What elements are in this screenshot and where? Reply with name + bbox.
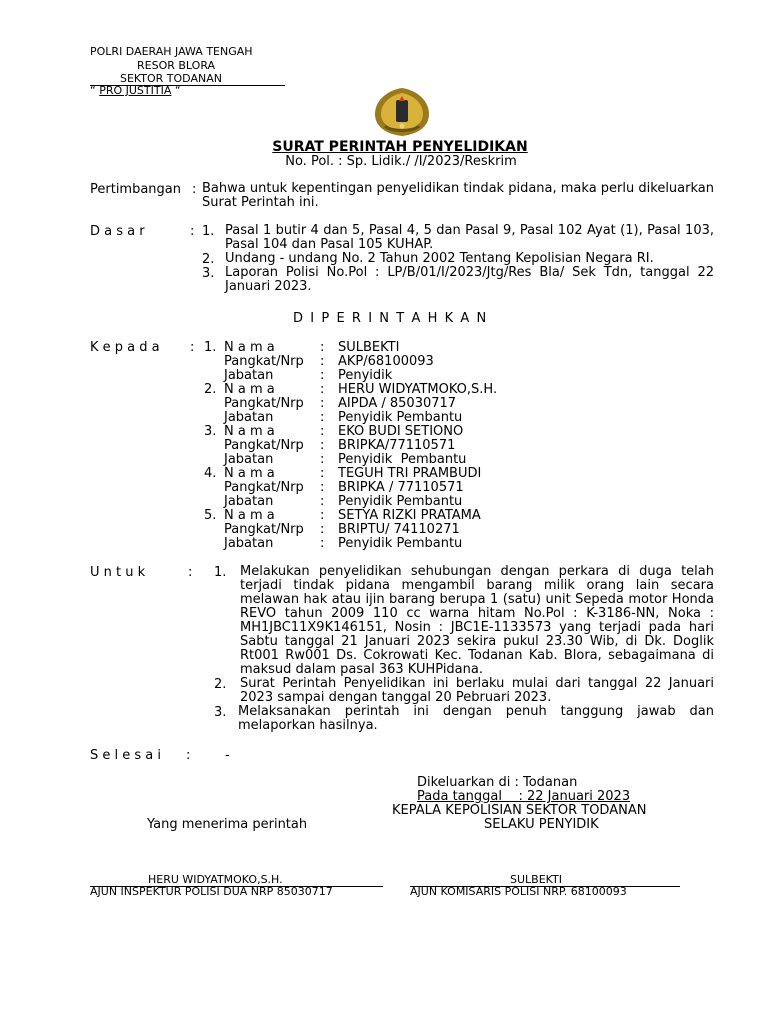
person-5-jabatan-label: Jabatan bbox=[224, 536, 274, 551]
person-3-jabatan-label: Jabatan bbox=[224, 452, 274, 467]
signature-right-name: SULBEKTI bbox=[510, 873, 562, 886]
issued-at: Dikeluarkan di : Todanan bbox=[417, 775, 578, 790]
dasar-item-3-text: Laporan Polisi No.Pol : LP/B/01/I/2023/Jtg/Res Bla/ Sek Tdn, tanggal 22 Januari 2023. bbox=[225, 265, 714, 294]
person-1-nama: SULBEKTI bbox=[338, 340, 400, 355]
signature-right-rank: AJUN KOMISARIS POLISI NRP. 68100093 bbox=[410, 885, 627, 898]
person-5-nama-label: N a m a bbox=[224, 508, 275, 523]
person-4-jabatan-colon: : bbox=[320, 494, 325, 509]
untuk-item-2-num: 2. bbox=[214, 677, 227, 692]
person-4-jabatan: Penyidik Pembantu bbox=[338, 494, 463, 509]
person-1-jabatan-label: Jabatan bbox=[224, 368, 274, 383]
person-2-nama-label: N a m a bbox=[224, 382, 275, 397]
person-1-jabatan-colon: : bbox=[320, 368, 325, 383]
person-3-pangkat-label: Pangkat/Nrp bbox=[224, 438, 304, 453]
untuk-colon: : bbox=[188, 565, 193, 580]
diperintahkan-heading: D I P E R I N T A H K A N bbox=[293, 311, 488, 326]
person-3-nama: EKO BUDI SETIONO bbox=[338, 424, 464, 439]
person-4-pangkat: BRIPKA / 77110571 bbox=[338, 480, 464, 495]
selesai-value: - bbox=[225, 748, 230, 763]
issuing-office: KEPALA KEPOLISIAN SEKTOR TODANAN bbox=[392, 803, 647, 818]
untuk-label: U n t u k bbox=[90, 565, 146, 580]
person-5-num: 5. bbox=[204, 508, 217, 523]
kepada-colon: : bbox=[190, 340, 195, 355]
person-2-jabatan-colon: : bbox=[320, 410, 325, 425]
pro-justitia: “ PRO JUSTITIA “ bbox=[90, 84, 181, 97]
issuer-role: SELAKU PENYIDIK bbox=[484, 817, 599, 832]
dasar-colon: : bbox=[190, 224, 195, 239]
dasar-item-3-num: 3. bbox=[202, 266, 215, 281]
pertimbangan-colon: : bbox=[192, 182, 197, 197]
person-3-jabatan-colon: : bbox=[320, 452, 325, 467]
person-2-jabatan: Penyidik Pembantu bbox=[338, 410, 463, 425]
person-2-nama-colon: : bbox=[320, 382, 325, 397]
person-4-pangkat-label: Pangkat/Nrp bbox=[224, 480, 304, 495]
person-4-nama-label: N a m a bbox=[224, 466, 275, 481]
pertimbangan-label: Pertimbangan bbox=[90, 182, 182, 197]
person-2-pangkat-colon: : bbox=[320, 396, 325, 411]
person-2-nama: HERU WIDYATMOKO,S.H. bbox=[338, 382, 498, 397]
untuk-item-3-text: Melaksanakan perintah ini dengan penuh tanggung jawab dan melaporkan hasilnya. bbox=[238, 704, 714, 733]
person-3-num: 3. bbox=[204, 424, 217, 439]
header-line-2: RESOR BLORA bbox=[137, 59, 216, 72]
person-2-num: 2. bbox=[204, 382, 217, 397]
person-2-jabatan-label: Jabatan bbox=[224, 410, 274, 425]
person-1-pangkat: AKP/68100093 bbox=[338, 354, 434, 369]
header-line-3: SEKTOR TODANAN bbox=[120, 72, 222, 85]
person-3-nama-label: N a m a bbox=[224, 424, 275, 439]
person-5-nama-colon: : bbox=[320, 508, 325, 523]
person-3-pangkat-colon: : bbox=[320, 438, 325, 453]
dasar-item-1-num: 1. bbox=[202, 224, 215, 239]
person-1-num: 1. bbox=[204, 340, 217, 355]
untuk-item-2-text: Surat Perintah Penyelidikan ini berlaku mulai dari tanggal 22 Januari 2023 sampai dengan tanggal 20 Pebruari 2023. bbox=[240, 676, 714, 705]
kepada-label: K e p a d a bbox=[90, 340, 160, 355]
person-4-num: 4. bbox=[204, 466, 217, 481]
person-5-pangkat-colon: : bbox=[320, 522, 325, 537]
person-2-pangkat-label: Pangkat/Nrp bbox=[224, 396, 304, 411]
untuk-item-3-num: 3. bbox=[214, 705, 227, 720]
document-title: SURAT PERINTAH PENYELIDIKAN bbox=[272, 139, 528, 155]
signature-left-name: HERU WIDYATMOKO,S.H. bbox=[148, 873, 283, 886]
dasar-item-2-text: Undang - undang No. 2 Tahun 2002 Tentang Kepolisian Negara RI. bbox=[225, 251, 654, 266]
person-4-pangkat-colon: : bbox=[320, 480, 325, 495]
person-3-pangkat: BRIPKA/77110571 bbox=[338, 438, 456, 453]
person-1-pangkat-label: Pangkat/Nrp bbox=[224, 354, 304, 369]
person-1-jabatan: Penyidik bbox=[338, 368, 393, 383]
dasar-item-2-num: 2. bbox=[202, 252, 215, 267]
person-5-pangkat: BRIPTU/ 74110271 bbox=[338, 522, 460, 537]
person-1-nama-colon: : bbox=[320, 340, 325, 355]
person-5-pangkat-label: Pangkat/Nrp bbox=[224, 522, 304, 537]
dasar-label: D a s a r bbox=[90, 224, 145, 239]
person-5-jabatan-colon: : bbox=[320, 536, 325, 551]
person-4-nama-colon: : bbox=[320, 466, 325, 481]
person-1-nama-label: N a m a bbox=[224, 340, 275, 355]
document-number: No. Pol. : Sp. Lidik./ /I/2023/Reskrim bbox=[285, 154, 517, 169]
person-5-nama: SETYA RIZKI PRATAMA bbox=[338, 508, 481, 523]
person-2-pangkat: AIPDA / 85030717 bbox=[338, 396, 457, 411]
person-4-nama: TEGUH TRI PRAMBUDI bbox=[338, 466, 482, 481]
pertimbangan-text: Bahwa untuk kepentingan penyelidikan tindak pidana, maka perlu dikeluarkan Surat Perintah ini. bbox=[202, 181, 714, 210]
signature-left-rank: AJUN INSPEKTUR POLISI DUA NRP 85030717 bbox=[90, 885, 333, 898]
untuk-item-1-num: 1. bbox=[214, 565, 227, 580]
person-1-pangkat-colon: : bbox=[320, 354, 325, 369]
selesai-colon: : bbox=[186, 748, 191, 763]
police-emblem-logo bbox=[371, 86, 433, 138]
selesai-label: S e l e s a i bbox=[90, 748, 162, 763]
untuk-item-1-text: Melakukan penyelidikan sehubungan dengan perkara di duga telah terjadi tindak pidana mengambil barang milik orang lain secara melawan hak atau ijin barang berupa 1 (satu) unit Sepeda motor Honda REVO tahun 2009 110 cc warna hitam No.Pol : K-3186-NN, Noka : MH1JBC11X9K146151, Nosin : JBC1E-1133573 yang terjadi pada hari Sabtu tanggal 21 Januari 2023 sekira pukul 23.30 Wib, di Dk. Doglik Rt001 Rw001 Ds. Cokrowati Kec. Todanan Kab. Blora, sebagaimana di maksud dalam pasal 363 KUHPidana. bbox=[240, 564, 714, 677]
person-4-jabatan-label: Jabatan bbox=[224, 494, 274, 509]
person-3-jabatan: Penyidik Pembantu bbox=[338, 452, 467, 467]
receiver-label: Yang menerima perintah bbox=[147, 817, 308, 832]
issued-date: Pada tanggal : 22 Januari 2023 bbox=[417, 789, 631, 804]
header-line-1: POLRI DAERAH JAWA TENGAH bbox=[90, 45, 253, 58]
person-5-jabatan: Penyidik Pembantu bbox=[338, 536, 463, 551]
person-3-nama-colon: : bbox=[320, 424, 325, 439]
dasar-item-1-text: Pasal 1 butir 4 dan 5, Pasal 4, 5 dan Pasal 9, Pasal 102 Ayat (1), Pasal 103, Pasal 104 dan Pasal 105 KUHAP. bbox=[225, 223, 714, 252]
